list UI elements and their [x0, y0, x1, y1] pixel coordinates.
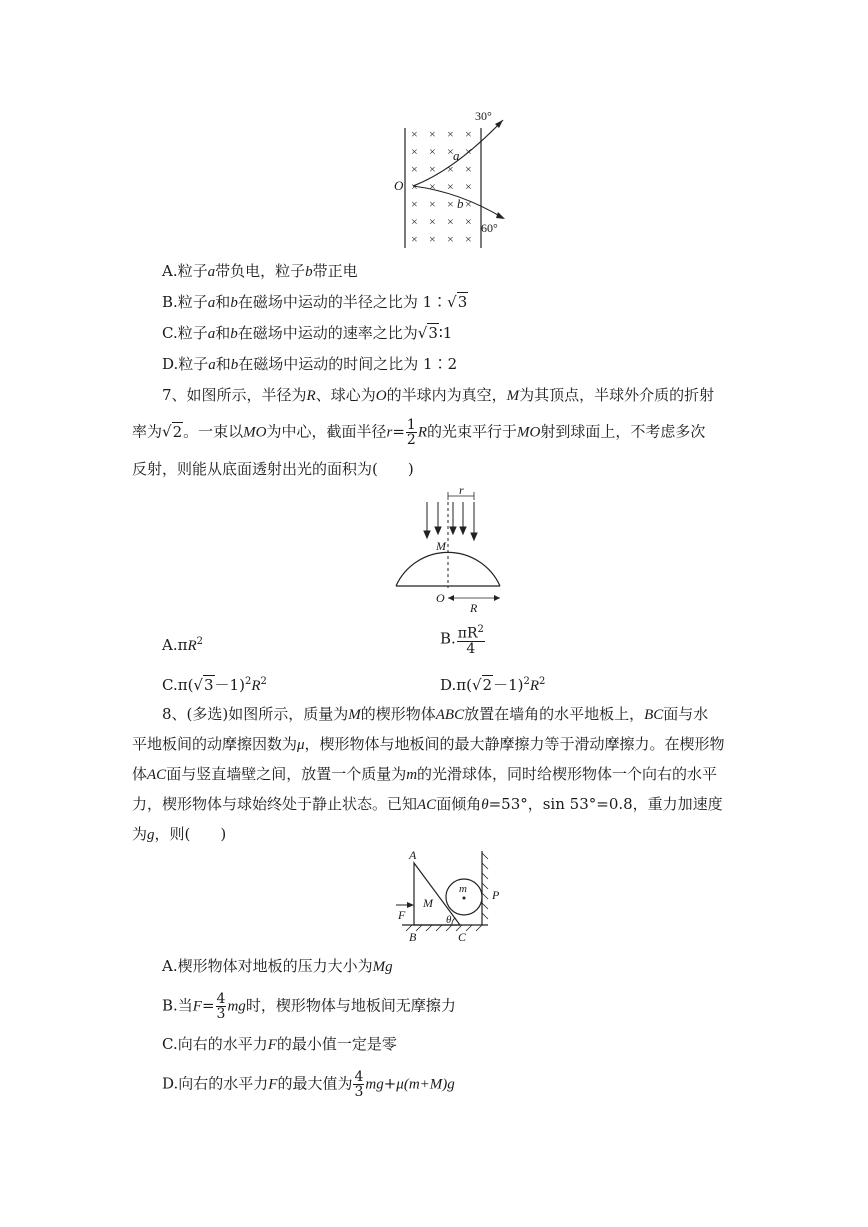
field-cross-mark: × [447, 127, 454, 141]
field-cross-mark: × [411, 162, 418, 176]
q8-text-line2: 平地板间的动摩擦因数为μ，楔形物体与地板间的最大静摩擦力等于滑动摩擦力。在楔形物 [132, 735, 725, 753]
label-B: B [409, 930, 417, 944]
q8-text-line1: 8、(多选)如图所示，质量为M的楔形物体ABC放置在墙角的水平地板上，BC面与水 [162, 705, 709, 723]
q8-option-a: A.楔形物体对地板的压力大小为Mg [162, 957, 393, 975]
q7-option-c: $C.\pi(√3-1)^2R^2$ [162, 676, 267, 694]
field-cross-mark: × [447, 197, 454, 211]
hemisphere-figure [390, 483, 520, 618]
field-cross-mark: × [411, 144, 418, 159]
label-P: P [492, 888, 500, 902]
label-30deg: 30° [475, 109, 492, 123]
label-R: R [470, 601, 478, 615]
label-m: m [459, 883, 467, 895]
field-cross-mark: × [429, 162, 436, 176]
q7-option-a: $A.\pi R^2$ [162, 636, 204, 654]
field-cross-mark: × [411, 127, 418, 141]
magnetic-field-figure [385, 100, 525, 250]
field-cross-mark: × [465, 179, 472, 194]
q8-text-line4: 力，楔形物体与球始终处于静止状态。已知AC面倾角θ=53°，sin 53°=0.8，重力加速度 [132, 795, 723, 813]
field-cross-mark: × [465, 162, 472, 176]
q7-option-b: B. $\frac{\pi R^2}{4}$ [440, 624, 484, 657]
field-cross-mark: × [429, 144, 436, 159]
field-cross-mark: × [429, 179, 436, 194]
field-cross-mark: × [411, 197, 418, 211]
q8-text-line3: 体AC面与竖直墙壁之间，放置一个质量为m的光滑球体，同时给楔形物体一个向右的水平 [132, 765, 718, 783]
q6-option-a: A.粒子a带负电，粒子b带正电 [162, 262, 358, 280]
label-a: a [453, 148, 460, 163]
label-A: A [409, 848, 417, 862]
field-cross-mark: × [465, 144, 472, 159]
q6-option-c: C.粒子a和b在磁场中运动的速率之比为√3∶1 [162, 324, 453, 342]
label-M: M [436, 539, 446, 553]
q8-option-d: D.向右的水平力F的最大值为 $\frac{4}{3}$ mg+μ(m+M)g [162, 1069, 455, 1100]
label-F: F [398, 908, 406, 922]
q8-option-c: C.向右的水平力F的最小值一定是零 [162, 1035, 397, 1053]
field-cross-mark: × [447, 214, 454, 229]
field-cross-mark: × [411, 179, 418, 194]
label-O: O [436, 591, 445, 605]
field-cross-mark: × [429, 214, 436, 229]
q7-text-line2: 率为√2。一束以MO为中心，截面半径r= $\frac{1}{2}$ R的光束平行于MO射到球面上，不考虑多次 [132, 417, 706, 448]
q7-text-line3: 反射，则能从底面透射出光的面积为( ) [132, 460, 414, 478]
label-M: M [423, 896, 433, 910]
q8-option-b: B.当F= $\frac{4}{3}$ mg时，楔形物体与地板间无摩擦力 [162, 991, 456, 1022]
field-cross-mark: × [465, 197, 472, 211]
q6-option-b: B.粒子a和b在磁场中运动的半径之比为 1∶√3 [162, 293, 468, 311]
wedge-ball-figure [392, 845, 502, 945]
label-C: C [458, 930, 467, 944]
field-cross-mark: × [447, 162, 454, 176]
field-cross-mark: × [465, 232, 472, 246]
field-cross-mark: × [465, 127, 472, 141]
field-cross-mark: × [447, 232, 454, 246]
field-cross-mark: × [429, 197, 436, 211]
q6-option-d: D.粒子a和b在磁场中运动的时间之比为 1∶2 [162, 355, 458, 373]
q7-option-d: $D.\pi(√2-1)^2R^2$ [440, 676, 546, 694]
field-cross-mark: × [447, 179, 454, 194]
field-cross-mark: × [465, 214, 472, 229]
field-cross-mark: × [411, 214, 418, 229]
field-cross-mark: × [447, 144, 454, 159]
label-O: O [394, 178, 404, 193]
label-r: r [459, 483, 464, 497]
field-cross-mark: × [411, 232, 418, 246]
label-theta: θ [446, 914, 452, 926]
q8-text-line5: 为g，则( ) [132, 825, 227, 843]
label-60deg: 60° [481, 221, 498, 235]
field-cross-mark: × [429, 232, 436, 246]
q7-text-line1: 7、如图所示，半径为R、球心为O的半球内为真空，M为其顶点，半球外介质的折射 [162, 386, 715, 404]
label-b: b [457, 196, 464, 211]
field-cross-mark: × [429, 127, 436, 141]
